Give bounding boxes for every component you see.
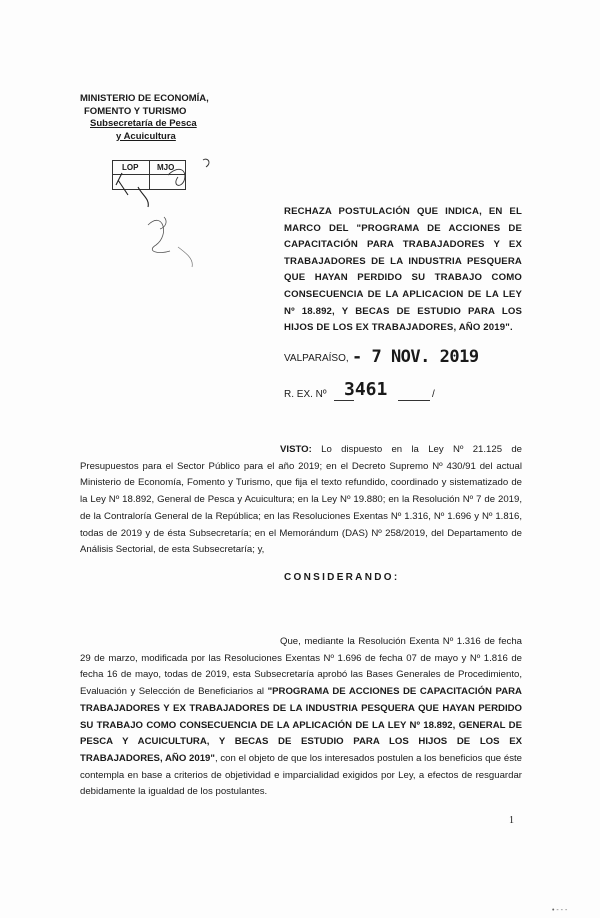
program-name: "PROGRAMA DE ACCIONES DE CAPACITACIÓN PARA TRABAJADORES Y EX TRABAJADORES DE LA INDUSTRIA PESQUERA QUE HAYAN PERDIDO SU TRABAJO COMO CONSECUENCIA DE LA APLICACIÓN DE LA LEY Nº 18.892, GENERAL DE PESCA Y ACUICULTURA, Y BECAS DE ESTUDIO PARA LOS HIJOS DE LOS EX TRABAJADORES, AÑO 2019" [80,686,522,764]
subsecretaria-line1: Subsecretaría de Pesca [90,118,197,129]
stamp-label-right: MJO [157,163,175,172]
ministry-name-line2: FOMENTO Y TURISMO [84,105,187,117]
resolution-number [284,379,435,400]
resolution-title: RECHAZA POSTULACIÓN QUE INDICA, EN EL MARCO DEL "PROGRAMA DE ACCIONES DE CAPACITACIÓN PARA TRABAJADORES Y EX TRABAJADORES DE LA INDUSTRIA PESQUERA QUE HAYAN PERDIDO SU TRABAJO COMO CONSECUENCIA DE LA APLICACION DE LA LEY Nº 18.892, Y BECAS DE ESTUDIO PARA LOS HIJOS DE LOS EX TRABAJADORES, AÑO 2019". [284,206,522,334]
place-label: VALPARAÍSO, [284,353,349,364]
considerando-text-end: , con el objeto de que los interesados postulen a los beneficios que éste contempla en base a criterios de objetividad e imparcialidad exigidos por Ley, a efectos de resguardar debidamente la igualdad de los postulantes. [80,752,522,798]
subsecretaria-line2: y Acuicultura [116,130,176,142]
resolution-label: R. EX. Nº [284,389,327,400]
resolution-slash: / [432,389,435,400]
visto-lead: VISTO: [280,444,312,455]
footer-marks: • ‐ ‐ ‐ [552,907,568,914]
resolution-number-value: 3461 [344,379,388,400]
ministry-name-line1: MINISTERIO DE ECONOMÍA, [80,93,209,104]
place-date [284,347,479,367]
considerando-heading: CONSIDERANDO: [284,572,400,583]
considerando-paragraph [80,634,522,801]
ministry-header [80,93,209,143]
visto-text: Lo dispuesto en la Ley Nº 21.125 de Presupuestos para el Sector Público para el año 2019; en el Decreto Supremo Nº 430/91 del actual Ministerio de Economía, Fomento y Turismo, que fija el texto refundido, coordinado y sistematizado de la Ley Nº 18.892, General de Pesca y Acuicultura; en la Ley Nº 19.880; en la Resolución Nº 7 de 2019, de la Contraloría General de la República; en las Resoluciones Exentas Nº 1.316, Nº 1.696 y Nº 1.816, todas de 2019 y de ésta Subsecretaría; en el Memorándum (DAS) Nº 258/2019, del Departamento de Análisis Sectorial, de esta Subsecretaría; y, [80,444,523,556]
visto-paragraph [80,442,522,559]
stamped-date: - 7 NOV. 2019 [352,347,479,367]
stamp-label-left: LOP [122,163,139,172]
considerando-text-start: Que, mediante la Resolución Exenta Nº 1.316 de fecha 29 de marzo, modificada por las Resoluciones Exentas Nº 1.696 de fecha 07 de mayo y Nº 1.816 de fecha 16 de mayo, todas de 2019, esta Subsecretaría aprobó las Bases Generales de Procedimiento, Evaluación y Selección de Beneficiarios al [80,636,522,698]
handwritten-signature-icon [108,155,218,285]
page-number: 1 [509,815,514,826]
